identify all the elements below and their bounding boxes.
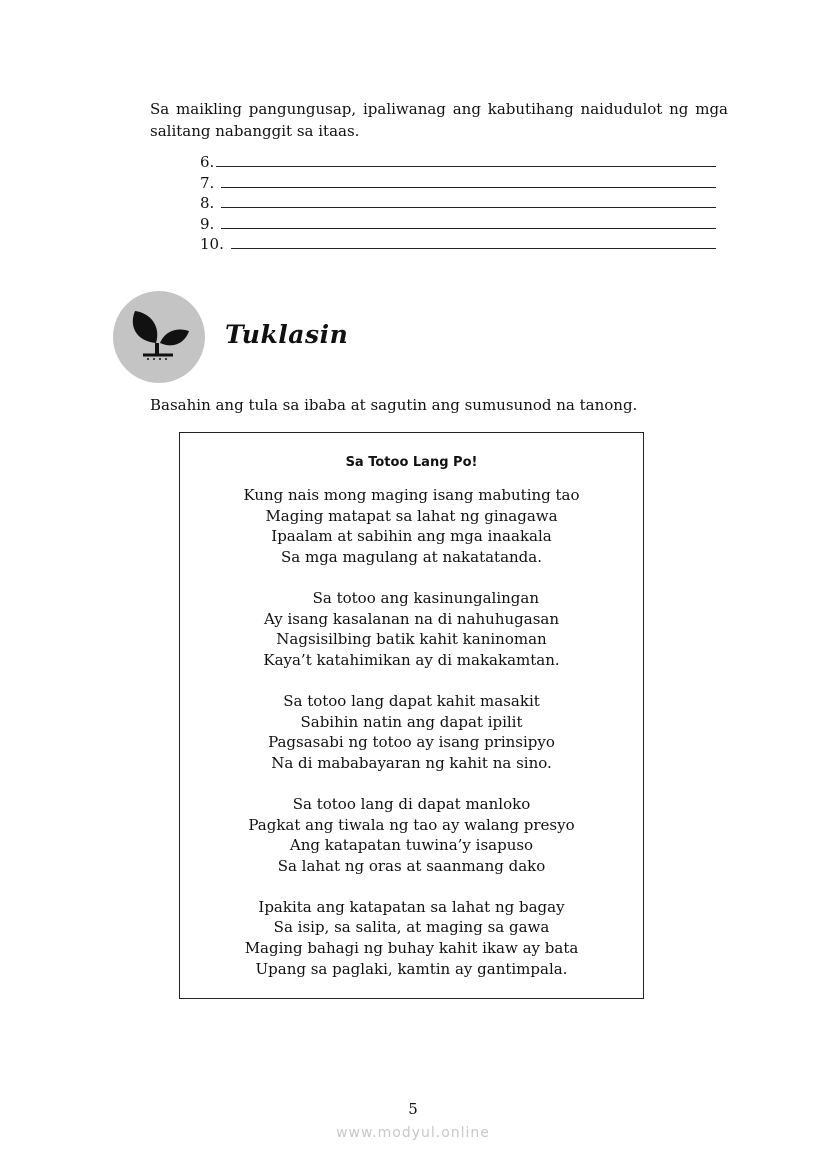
answer-blank[interactable] [221,194,716,208]
poem-line: Ipakita ang katapatan sa lahat ng bagay [258,897,565,916]
prompt-text: Basahin ang tula sa ibaba at sagutin ang sumusunod na tanong. [150,396,638,414]
answer-lines [200,152,720,255]
poem-stanza [180,897,643,979]
poem-line: Maging matapat sa lahat ng ginagawa [265,506,558,525]
poem-line: Ipaalam at sabihin ang mga inaakala [271,527,552,546]
answer-line[interactable] [200,152,720,173]
poem-stanza [180,691,643,773]
poem-title: Sa Totoo Lang Po! [345,455,478,470]
poem-line: Sa isip, sa salita, at maging sa gawa [273,918,550,937]
answer-number: 9. [200,214,220,233]
poem-stanza [180,485,643,567]
answer-line[interactable] [200,193,720,214]
answer-line[interactable] [200,214,720,235]
answer-blank[interactable] [221,174,716,188]
poem-line: Sa totoo lang dapat kahit masakit [283,691,540,710]
answer-line[interactable] [200,173,720,194]
poem-line: Ang katapatan tuwina’y isapuso [289,836,534,855]
poem-line: Sabihin natin ang dapat ipilit [300,712,523,731]
poem-box [179,432,644,999]
poem-line: Sa lahat ng oras at saanmang dako [277,856,546,875]
poem-line: Ay isang kasalanan na di nahuhugasan [263,609,559,628]
poem-line: Sa totoo lang di dapat manloko [292,794,531,813]
sprout-icon [113,291,205,383]
instruction-text: Sa maikling pangungusap, ipaliwanag ang kabutihang naidudulot ng mga salitang nabanggit sa itaas. [150,100,728,140]
poem-line: Sa mga magulang at nakatatanda. [280,547,542,566]
watermark: www.modyul.online [336,1125,490,1141]
poem-line: Pagkat ang tiwala ng tao ay walang presyo [248,815,575,834]
answer-number: 6. [200,153,215,171]
poem-line: Nagsisilbing batik kahit kaninoman [276,630,547,649]
answer-blank[interactable] [231,235,716,249]
poem-line: Kaya’t katahimikan ay di makakamtan. [263,650,560,669]
answer-number: 7. [200,173,220,192]
answer-blank[interactable] [221,215,716,229]
poem-line: Pagsasabi ng totoo ay isang prinsipyo [268,733,555,752]
answer-line[interactable] [200,234,720,255]
page-number: 5 [408,1100,418,1118]
answer-blank[interactable] [216,153,716,167]
answer-number: 10. [200,235,229,253]
poem-stanza [180,794,643,876]
poem-line: Maging bahagi ng buhay kahit ikaw ay bata [244,939,579,958]
poem-stanza [180,588,643,670]
poem-line: Upang sa paglaki, kamtin ay gantimpala. [255,959,568,978]
section-title: Tuklasin [225,320,349,349]
answer-number: 8. [200,194,220,212]
poem-line: Kung nais mong maging isang mabuting tao [243,486,580,504]
poem-body [180,485,643,1000]
poem-line: Sa totoo ang kasinungalingan [284,588,539,607]
poem-line: Na di mababayaran ng kahit na sino. [271,753,552,772]
